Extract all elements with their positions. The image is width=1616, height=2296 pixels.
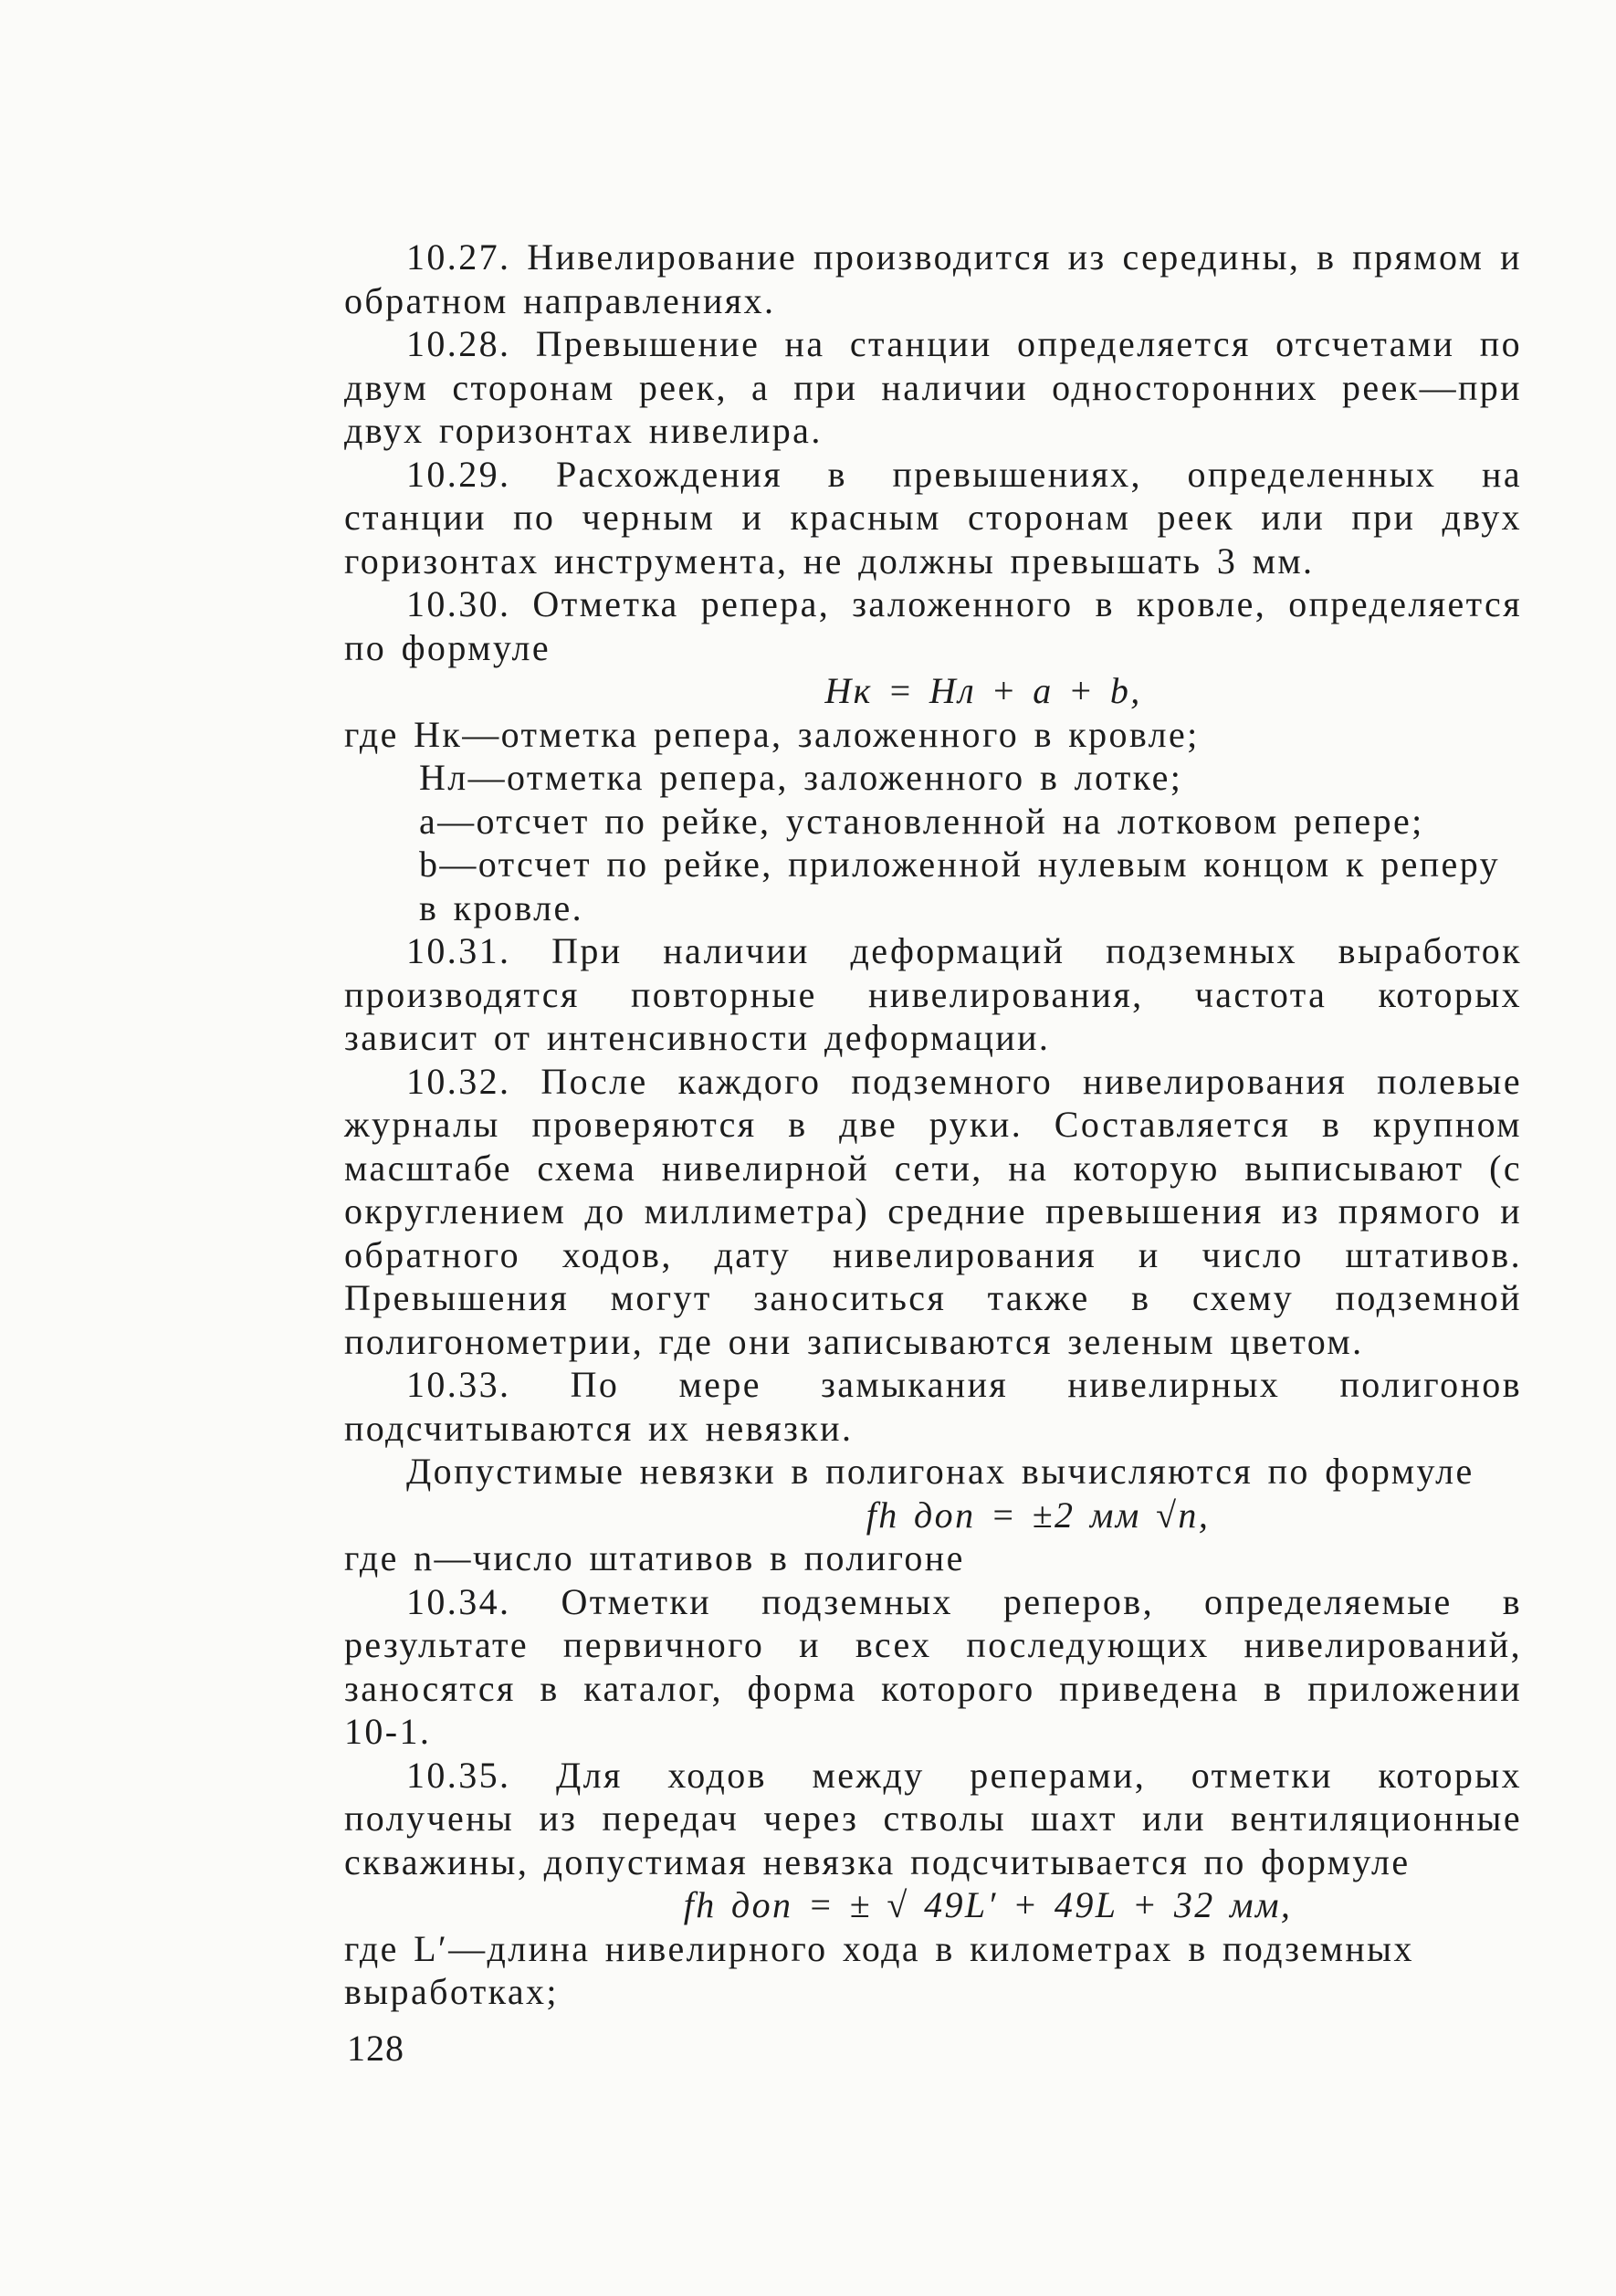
paragraph-10-28: 10.28. Превышение на станции определяется отсчетами по двум сторонам реек, а при наличии односторонних реек—при двух горизонтах нивелира. [344, 323, 1522, 451]
formula-polygon-misclosure: fh доп = ±2 мм √n, [866, 1494, 1211, 1536]
paragraph-10-30: 10.30. Отметка репера, заложенного в кровле, определяется по формуле [344, 583, 1522, 668]
definition-b: b—отсчет по рейке, приложенной нулевым концом к реперу в кровле. [419, 844, 1500, 928]
paragraph-10-29: 10.29. Расхождения в превышениях, определенных на станции по черным и красным сторонам реек или при двух горизонтах инструмента, не должны превышать 3 мм. [344, 453, 1522, 582]
paragraph-10-33: 10.33. По мере замыкания нивелирных полигонов подсчитываются их невязки. [344, 1364, 1522, 1449]
page-number: 128 [347, 2028, 404, 2069]
definition-n: где n—число штативов в полигоне [344, 1537, 965, 1578]
document-body [344, 236, 1522, 2014]
definition-lead: где [344, 713, 399, 755]
definition-hk [344, 713, 1522, 757]
paragraph-10-32: 10.32. После каждого подземного нивелирования полевые журналы проверяются в две руки. Составляется в крупном масштабе схема нивелирной сети, на которую выписывают (с округлением до миллиметра) средние превышения из прямого и обратного ходов, дату нивелирования и число штативов. Превышения могут заноситься также в схему подземной полигонометрии, где они записываются зеленым цветом. [344, 1060, 1522, 1362]
definition-hl: Hл—отметка репера, заложенного в лотке; [419, 757, 1183, 798]
definition-hk-text: Hк—отметка репера, заложенного в кровле; [414, 713, 1200, 755]
paragraph-10-35: 10.35. Для ходов между реперами, отметки которых получены из передач через стволы шахт или вентиляционные скважины, допустимая невязка подсчитывается по формуле [344, 1754, 1522, 1882]
definition-a: a—отсчет по рейке, установленной на лотковом репере; [419, 800, 1424, 842]
paragraph-10-27: 10.27. Нивелирование производится из середины, в прямом и обратном направлениях. [344, 236, 1522, 321]
formula-reper-height: Hк = Hл + a + b, [824, 670, 1142, 711]
paragraph-10-31: 10.31. При наличии деформаций подземных выработок производятся повторные нивелирования, частота которых зависит от интенсивности деформации. [344, 930, 1522, 1058]
paragraph-10-34: 10.34. Отметки подземных реперов, определяемые в результате первичного и всех последующих нивелирований, заносятся в каталог, форма которого приведена в приложении 10-1. [344, 1580, 1522, 1752]
definition-l-prime: где L′—длина нивелирного хода в километрах в подземных выработках; [344, 1927, 1414, 2012]
formula-traverse-misclosure: fh доп = ± √ 49L′ + 49L + 32 мм, [683, 1884, 1293, 1925]
paragraph-10-33-formula-intro: Допустимые невязки в полигонах вычисляются по формуле [406, 1451, 1474, 1492]
